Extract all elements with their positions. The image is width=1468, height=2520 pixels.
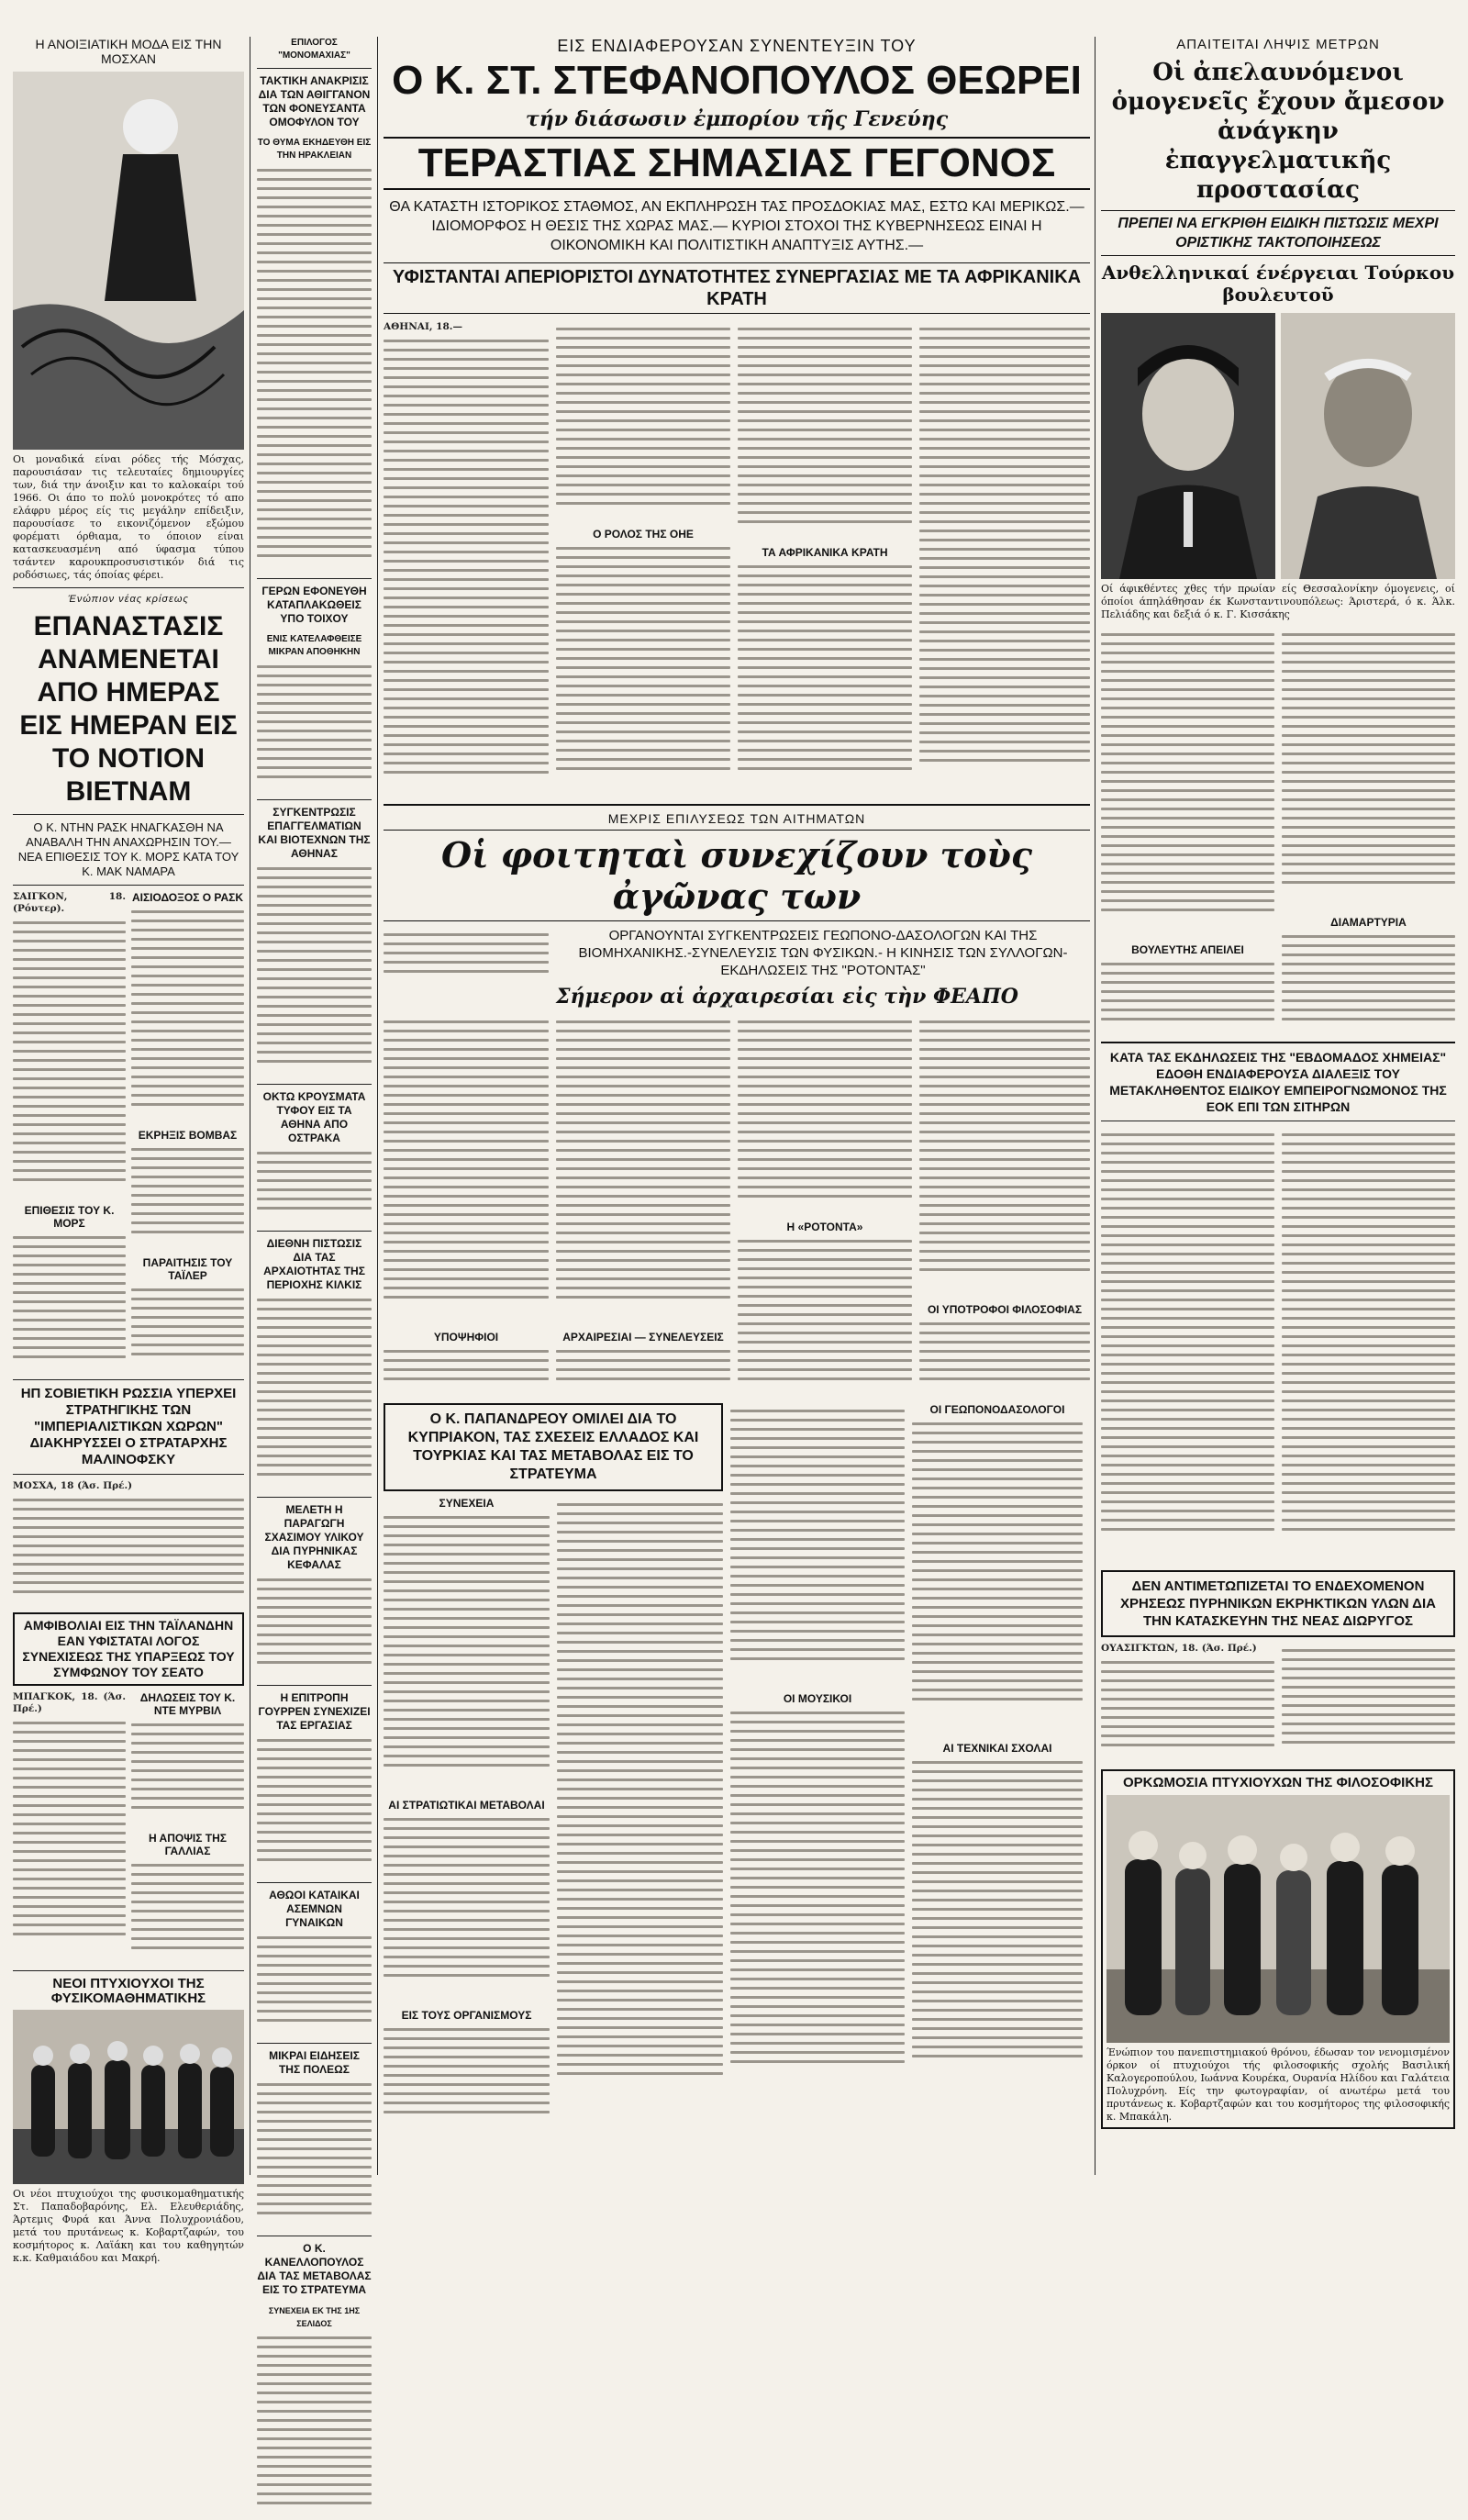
chemistry-headline: ΚΑΤΑ ΤΑΣ ΕΚΔΗΛΩΣΕΙΣ ΤΗΣ "ΕΒΔΟΜΑΔΟΣ ΧΗΜΕΙΑΣ" ΕΔΟΘΗ ΕΝΔΙΑΦΕΡΟΥΣΑ ΔΙΑΛΕΞΙΣ ΤΟΥ ΜΕΤΑΚΛΗΘΕΝΤΟΣ ΕΙΔΙΚΟΥ ΕΜΠΕΙΡΟΓΝΩΜΟΝΟΣ ΤΗΣ ΕΟΚ ΕΠΙ ΤΩΝ ΣΙΤΗΡΩΝ xyxy=(1109,1050,1447,1114)
fashion-heading: Η ΑΝΟΙΞΙΑΤΙΚΗ ΜΟΔΑ ΕΙΣ ΤΗΝ ΜΟΣΧΑΝ xyxy=(35,37,222,66)
oath-heading: ΟΡΚΩΜΟΣΙΑ ΠΤΥΧΙΟΥΧΩΝ ΤΗΣ ΦΙΛΟΣΟΦΙΚΗΣ xyxy=(1122,1775,1434,1790)
center-section xyxy=(384,37,1090,2129)
graduates-heading: ΝΕΟΙ ΠΤΥΧΙΟΥΧΟΙ ΤΗΣ ΦΥΣΙΚΟΜΑΘΗΜΑΤΙΚΗΣ xyxy=(50,1976,206,2006)
portrait-left xyxy=(1101,313,1275,579)
left-column xyxy=(13,37,244,2265)
portrait-left-illustration xyxy=(1101,313,1275,579)
epilogos-label: ΕΠΙΛΟΓΟΣ "ΜΟΝΟΜΑΧΙΑΣ" xyxy=(278,38,350,61)
seato-side-label: ΔΗΛΩΣΕΙΣ ΤΟΥ Κ. ΝΤΕ ΜΥΡΒΙΛ xyxy=(139,1691,236,1717)
right-subhead: Ανθελληνικαί ένέργειαι Τούρκου βουλευτοῦ xyxy=(1101,262,1455,306)
philosophy-label: ΟΙ ΥΠΟΤΡΟΦΟΙ ΦΙΛΟΣΟΦΙΑΣ xyxy=(927,1303,1083,1317)
portrait-right-illustration xyxy=(1281,313,1455,579)
nuclear-canal-dateline: ΟΥΑΣΙΓΚΤΩΝ, 18. (Άσ. Πρέ.) xyxy=(1101,1643,1257,1654)
gourren-headline: Η ΕΠΙΤΡΟΠΗ ΓΟΥΡΡΕΝ ΣΥΝΕΧΙΖΕΙ ΤΑΣ ΕΡΓΑΣΙΑΣ xyxy=(258,1691,371,1732)
bombs-label: ΕΚΡΗΞΙΣ ΒΟΜΒΑΣ xyxy=(138,1129,238,1142)
archaeologists-label: ΑΡΧΑΙΡΕΣΙΑΙ — ΣΥΝΕΛΕΥΣΕΙΣ xyxy=(562,1331,724,1344)
right-script-deck: ΠΡΕΠΕΙ ΝΑ ΕΓΚΡΙΘΗ ΕΙΔΙΚΗ ΠΙΣΤΩΣΙΣ ΜΕΧΡΙ ΟΡΙΣΤΙΚΗΣ ΤΑΚΤΟΠΟΙΗΣΕΩΣ xyxy=(1101,210,1455,256)
murder-subhead: ΤΟ ΘΥΜΑ ΕΚΗΔΕΥΘΗ ΕΙΣ ΤΗΝ ΗΡΑΚΛΕΙΑΝ xyxy=(257,138,372,161)
students-kicker: ΜΕΧΡΙΣ ΕΠΙΛΥΣΕΩΣ ΤΩΝ ΑΙΤΗΜΑΤΩΝ xyxy=(607,811,866,827)
students-deck: ΟΡΓΑΝΟΥΝΤΑΙ ΣΥΓΚΕΝΤΡΩΣΕΙΣ ΓΕΩΠΟΝΟ-ΔΑΣΟΛΟΓΩΝ ΚΑΙ ΤΗΣ ΒΙΟΜΗΧΑΝΙΚΗΣ.-ΣΥΝΕΛΕΥΣΙΣ ΤΩΝ ΦΥΣΙΚΩΝ.- Η ΚΙΝΗΣΙΣ ΤΩΝ ΣΥΛΛΟΓΩΝ-ΕΚΔΗΛΩΣΕΙΣ ΤΗΣ "ΡΟΤΟΝΤΑΣ" xyxy=(578,928,1068,979)
vietnam-headline: ΕΠΑΝΑΣΤΑΣΙΣ ΑΝΑΜΕΝΕΤΑΙ ΑΠΟ ΗΜΕΡΑΣ ΕΙΣ ΗΜΕΡΑΝ ΕΙΣ ΤΟ ΝΟΤΙΟΝ ΒΙΕΤΝΑΜ xyxy=(19,611,238,807)
seato-headline: ΑΜΦΙΒΟΛΙΑΙ ΕΙΣ ΤΗΝ ΤΑΪΛΑΝΔΗΝ ΕΑΝ ΥΦΙΣΤΑΤΑΙ ΛΟΓΟΣ ΣΥΝΕΧΙΣΕΩΣ ΤΗΣ ΥΠΑΡΞΕΩΣ ΤΟΥ ΣΥΜΦΩΝΟΥ ΤΟΥ ΣΕΑΤΟ xyxy=(22,1618,235,1679)
malinovsky-dateline: ΜΟΣΧΑ, 18 (Άσ. Πρέ.) xyxy=(13,1480,133,1491)
portraits-caption: Οί άφικθέντες χθες τήν πρωίαν είς Θεσσαλονίκην όμογενεις, οί όποίοι άπηλάθησαν έκ Κωνσταντινουπόλεως: Άριστερά, ό κ. Άλκ. Πελιάδης και δεξιά ό κ. Γ. Κισσάκης xyxy=(1101,583,1455,620)
protest-label: ΔΙΑΜΑΡΤΥΡΙΑ xyxy=(1330,916,1407,929)
musicians-label: ΟΙ ΜΟΥΣΙΚΟΙ xyxy=(783,1692,852,1706)
second-column xyxy=(257,37,372,2520)
stefanopoulos-banner: Ο Κ. ΣΤ. ΣΤΕΦΑΝΟΠΟΥΛΟΣ ΘΕΩΡΕΙ xyxy=(392,58,1082,103)
malinovsky-headline: ΗΠ ΣΟΒΙΕΤΙΚΗ ΡΩΣΣΙΑ ΥΠΕΡΧΕΙ ΣΤΡΑΤΗΓΙΚΗΣ ΤΩΝ "ΙΜΠΕΡΙΑΛΙΣΤΙΚΩΝ ΧΩΡΩΝ" ΔΙΑΚΗΡΥΣΣΕΙ Ο ΣΤΡΑΤΑΡΧΗΣ ΜΑΛΙΝΟΦΣΚΥ xyxy=(20,1386,237,1467)
geoponos-label: ΟΙ ΓΕΩΠΟΝΟΔΑΣΟΛΟΓΟΙ xyxy=(929,1403,1065,1417)
wall-subhead: ΕΝΙΣ ΚΑΤΕΛΑΦΘΕΙΣΕ ΜΙΚΡΑΝ ΑΠΟΘΗΚΗΝ xyxy=(266,634,362,657)
fashion-photo xyxy=(13,72,244,450)
organs-label: ΕΙΣ ΤΟΥΣ ΟΡΓΑΝΙΣΜΟΥΣ xyxy=(401,2009,532,2023)
rotonda-label: Η «ΡΟΤΟΝΤΑ» xyxy=(786,1221,863,1234)
right-kicker: ΑΠΑΙΤΕΙΤΑΙ ΛΗΨΙΣ ΜΕΤΡΩΝ xyxy=(1176,37,1380,52)
kanellopoulos-headline: Ο Κ. ΚΑΝΕΛΛΟΠΟΥΛΟΣ ΔΙΑ ΤΑΣ ΜΕΤΑΒΟΛΑΣ ΕΙΣ ΤΟ ΣΤΡΑΤΕΥΜΑ xyxy=(257,2242,372,2296)
africa-label: ΤΑ ΑΦΡΙΚΑΝΙΚΑ ΚΡΑΤΗ xyxy=(762,546,888,560)
right-column xyxy=(1101,37,1455,2129)
portrait-right xyxy=(1281,313,1455,579)
main-subhead: ΥΦΙΣΤΑΝΤΑΙ ΑΠΕΡΙΟΡΙΣΤΟΙ ΔΥΝΑΤΟΤΗΤΕΣ ΣΥΝΕΡΓΑΣΙΑΣ ΜΕ ΤΑ ΑΦΡΙΚΑΝΙΚΑ ΚΡΑΤΗ xyxy=(384,262,1090,314)
nuclear-canal-headline: ΔΕΝ ΑΝΤΙΜΕΤΩΠΙΖΕΤΑΙ ΤΟ ΕΝΔΕΧΟΜΕΝΟΝ ΧΡΗΣΕΩΣ ΠΥΡΗΝΙΚΩΝ ΕΚΡΗΚΤΙΚΩΝ ΥΛΩΝ ΔΙΑ ΤΗΝ ΚΑΤΑΣΚΕΥΗΝ ΤΗΣ ΝΕΑΣ ΔΙΩΡΥΓΟΣ xyxy=(1120,1578,1436,1629)
seato-dateline: ΜΠΑΓΚΟΚ, 18. (Άσ. Πρέ.) xyxy=(13,1691,126,1714)
acquitted-headline: ΑΘΩΟΙ ΚΑΤΑΙΚΑΙ ΑΣΕΜΝΩΝ ΓΥΝΑΙΚΩΝ xyxy=(269,1889,360,1929)
seato-box xyxy=(13,1612,244,1686)
morse-label: ΕΠΙΘΕΣΙΣ ΤΟΥ Κ. ΜΟΡΣ xyxy=(24,1204,115,1230)
small-news-headline: ΜΙΚΡΑΙ ΕΙΔΗΣΕΙΣ ΤΗΣ ΠΟΛΕΩΣ xyxy=(269,2049,360,2076)
candidates-label: ΥΠΟΨΗΦΙΟΙ xyxy=(433,1331,499,1344)
vietnam-article-text xyxy=(13,921,126,1197)
papandreou-headline: Ο Κ. ΠΑΠΑΝΔΡΕΟΥ ΟΜΙΛΕΙ ΔΙΑ ΤΟ ΚΥΠΡΙΑΚΟΝ, ΤΑΣ ΣΧΕΣΕΙΣ ΕΛΛΑΔΟΣ ΚΑΙ ΤΟΥΡΚΙΑΣ ΚΑΙ ΤΑΣ ΜΕΤΑΒΟΛΑΣ ΕΙΣ ΤΟ ΣΤΡΑΤΕΥΜΑ xyxy=(407,1411,699,1483)
center-kicker: ΕΙΣ ΕΝΔΙΑΦΕΡΟΥΣΑΝ ΣΥΝΕΝΤΕΥΞΙΝ ΤΟΥ xyxy=(557,37,917,55)
wall-headline: ΓΕΡΩΝ ΕΦΟΝΕΥΘΗ ΚΑΤΑΠΛΑΚΩΘΕΙΣ ΥΠΟ ΤΟΙΧΟΥ xyxy=(261,585,367,625)
right-headline: Οἱ ἀπελαυνόμενοι ὁμογενεῖς ἔχουν ἄμεσον ἀνάγκην ἐπαγγελματικῆς προστασίας xyxy=(1111,59,1445,204)
tyler-label: ΠΑΡΑΙΤΗΣΙΣ ΤΟΥ ΤΑΪΛΕΡ xyxy=(142,1256,233,1282)
graduates-caption: Οι νέοι πτυχιούχοι της φυσικομαθηματικής Στ. Παπαδοβαρόνης, Ελ. Ελευθεριάδης, Άρτεμις Φυρά και Άννα Πολυχρονιάδου, μετά του πρυτάνεως κ. Κοβαρτζαφών, του κοσμήτορος κ. Λαϊάκη και του καθηγητών κ.κ. Καθμαιάδου και Μακρή. xyxy=(13,2187,244,2264)
oath-photo xyxy=(1107,1795,1450,2043)
nuclear-canal-box xyxy=(1101,1570,1455,1637)
rusk-label: ΑΙΣΙΟΔΟΞΟΣ Ο ΡΑΣΚ xyxy=(131,891,244,904)
murder-headline: ΤΑΚΤΙΚΗ ΑΝΑΚΡΙΣΙΣ ΔΙΑ ΤΩΝ ΑΘΙΓΓΑΝΟΝ ΤΩΝ ΦΟΝΕΥΣΑΝΤΑ ΟΜΟΦΥΛΟΝ ΤΟΥ xyxy=(258,74,371,128)
military-label: ΑΙ ΣΤΡΑΤΙΩΤΙΚΑΙ ΜΕΤΑΒΟΛΑΙ xyxy=(388,1799,545,1812)
main-deck: ΘΑ ΚΑΤΑΣΤΗ ΙΣΤΟΡΙΚΟΣ ΣΤΑΘΜΟΣ, ΑΝ ΕΚΠΛΗΡΩΣΗ ΤΑΣ ΠΡΟΣΔΟΚΙΑΣ ΜΑΣ, ΕΣΤΩ ΚΑΙ ΜΕΡΙΚΩΣ.— ΙΔΙΟΜΟΡΦΟΣ Η ΘΕΣΙΣ ΤΗΣ ΧΩΡΑΣ ΜΑΣ.— ΚΥΡΙΟΙ ΣΤΟΧΟΙ ΤΗΣ ΚΥΒΕΡΝΗΣΕΩΣ ΕΙΝΑΙ Η ΟΙΚΟΝΟΜΙΚΗ ΚΑΙ ΠΟΛΙΤΙΣΤΙΚΗ ΑΝΑΠΤΥΞΙΣ ΑΥΤΗΣ.— xyxy=(389,199,1084,254)
center-script-line: τήν διάσωσιν ἐμπορίου τῆς Γενεύης xyxy=(525,107,949,132)
center-dateline: ΑΘΗΝΑΙ, 18.— xyxy=(384,321,462,333)
vietnam-subhead: Ο Κ. ΝΤΗΝ ΡΑΣΚ ΗΝΑΓΚΑΣΘΗ ΝΑ ΑΝΑΒΑΛΗ ΤΗΝ ΑΝΑΧΩΡΗΣΙΝ ΤΟΥ.— ΝΕΑ ΕΠΙΘΕΣΙΣ ΤΟΥ Κ. ΜΟΡΣ ΚΑΤΑ ΤΟΥ Κ. ΜΑΚ ΝΑΜΑΡΑ xyxy=(17,820,239,878)
portraits-row xyxy=(1101,313,1455,579)
graduates-photo xyxy=(13,2010,244,2184)
typhus-headline: ΟΚΤΩ ΚΡΟΥΣΜΑΤΑ ΤΥΦΟΥ ΕΙΣ ΤΑ ΑΘΗΝΑ ΑΠΟ ΟΣΤΡΑΚΑ xyxy=(262,1090,366,1144)
fashion-model-illustration xyxy=(13,72,244,450)
vietnam-kicker: Ένώπιον νέας κρίσεως xyxy=(68,594,189,605)
agri-headline: ΔΙΕΘΝΗ ΠΙΣΤΩΣΙΣ ΔΙΑ ΤΑΣ ΑΡΧΑΙΟΤΗΤΑΣ ΤΗΣ ΠΕΡΙΟΧΗΣ ΚΙΛΚΙΣ xyxy=(263,1237,365,1291)
main-headline: ΤΕΡΑΣΤΙΑΣ ΣΗΜΑΣΙΑΣ ΓΕΓΟΝΟΣ xyxy=(384,137,1090,190)
france-label: Η ΑΠΟΨΙΣ ΤΗΣ ΓΑΛΛΙΑΣ xyxy=(149,1832,227,1857)
oath-box xyxy=(1101,1769,1455,2129)
nuclear-material-headline: ΜΕΛΕΤΗ Η ΠΑΡΑΓΩΓΗ ΣΧΑΣΙΜΟΥ ΥΛΙΚΟΥ ΔΙΑ ΠΥΡΗΝΙΚΑΣ ΚΕΦΑΛΑΣ xyxy=(264,1503,364,1571)
oath-group-illustration xyxy=(1107,1795,1450,2043)
professionals-headline: ΣΥΓΚΕΝΤΡΩΣΙΣ ΕΠΑΓΓΕΛΜΑΤΙΩΝ ΚΑΙ ΒΙΟΤΕΧΝΩΝ ΤΗΣ ΑΘΗΝΑΣ xyxy=(258,806,371,860)
role-label: Ο ΡΟΛΟΣ ΤΗΣ ΟΗΕ xyxy=(593,528,694,541)
fashion-caption: Οι μοναδικά είναι ρόδες τής Μόσχας, παρουσιάσαν τις τελευταίες δημιουργίες των, διά την άνοιξιν και το καλοκαίρι τού 1966. Οι άπο το πολύ μονοκρότες τό απο ελάφρυ μέρος είς τις μεγάλην επίδειξιν, παρουσίασε το εικονιζόμενον εξώμου φορέματι όρθιαμα, το όποιον είναι κατασκευασμένη από ύφασμα τύπου τσάντεν καρουκπροσυσιστικόν διά τις ροδόσιωες, τάς όποίας φέρει. xyxy=(13,453,244,581)
oath-caption: Ένώπιον του πανεπιστημιακού θρόνου, έδωσαν τον νενομισμένον όρκον οί πτυχιούχοι τής φιλοσοφικής σχολής Βασιλική Καλογεροπούλου, Ιωάννα Κουρέκα, Ουρανία Ηλίδου και Γαλάτεια Πολυχρόνη. Είς την φωτογραφίαν, οί ανωτέρω μετά του πρυτάνεως κ. Κοβαρτζαφών και του κοσμήτορος της φιλοσοφικής κ. Μπακάλη. xyxy=(1107,2046,1450,2123)
technical-label: ΑΙ ΤΕΧΝΙΚΑΙ ΣΧΟΛΑΙ xyxy=(942,1742,1052,1756)
students-headline: Οἱ φοιτηταὶ συνεχίζουν τοὺς ἀγῶνας των xyxy=(384,830,1090,921)
papandreou-box xyxy=(384,1403,723,1491)
papandreou-continued: ΣΥΝΕΧΕΙΑ xyxy=(439,1497,495,1511)
deputy-label: ΒΟΥΛΕΥΤΗΣ ΑΠΕΙΛΕΙ xyxy=(1131,943,1244,956)
vietnam-dateline: ΣΑΙΓΚΟΝ, 18. (Ρόυτερ). xyxy=(13,891,126,914)
kanellopoulos-continued: ΣΥΝΕΧΕΙΑ ΕΚ ΤΗΣ 1ΗΣ ΣΕΛΙΔΟΣ xyxy=(268,2306,361,2328)
malinovsky-article-text xyxy=(13,1499,244,1609)
center-article-col-1 xyxy=(384,340,549,798)
students-script: Σήμερον αἱ ἀρχαιρεσίαι εἰς τὴν ΦΕΑΠΟ xyxy=(556,985,1018,1009)
graduates-group-illustration xyxy=(13,2010,244,2184)
